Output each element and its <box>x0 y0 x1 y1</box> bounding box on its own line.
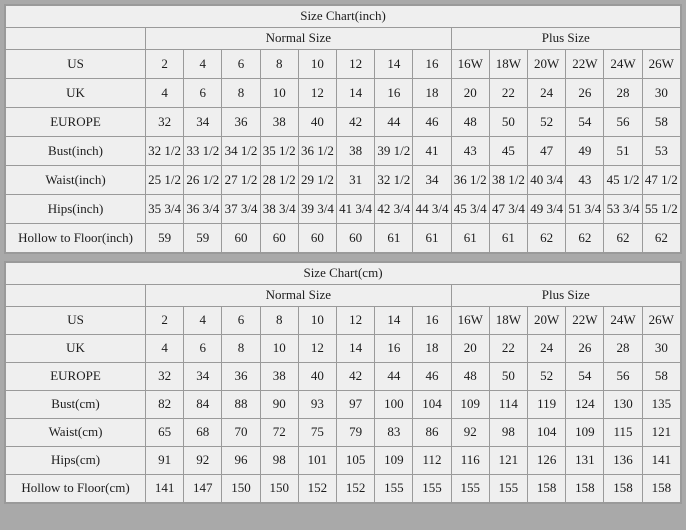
table-cell: 2 <box>146 50 184 79</box>
table-cell: 45 <box>489 137 527 166</box>
table-cell: 32 1/2 <box>146 137 184 166</box>
group-header-row <box>6 285 681 307</box>
size-chart-inch-table <box>5 5 681 253</box>
table-cell: 20 <box>451 335 489 363</box>
table-cell: 98 <box>489 419 527 447</box>
table-cell: 112 <box>413 447 451 475</box>
table-cell: 4 <box>146 335 184 363</box>
table-cell: 8 <box>222 335 260 363</box>
table-cell: 6 <box>222 50 260 79</box>
table-row <box>6 363 681 391</box>
table-cell: 53 3/4 <box>604 195 642 224</box>
table-cell: 91 <box>146 447 184 475</box>
table-cell: 152 <box>337 475 375 503</box>
table-cell: 27 1/2 <box>222 166 260 195</box>
table-cell: 155 <box>489 475 527 503</box>
table-cell: 136 <box>604 447 642 475</box>
table-cell: 60 <box>337 224 375 253</box>
table-cell: 49 <box>566 137 604 166</box>
row-label: EUROPE <box>6 108 146 137</box>
table-cell: 10 <box>298 50 336 79</box>
table-cell: 10 <box>260 335 298 363</box>
table-cell: 158 <box>528 475 566 503</box>
row-label: Hollow to Floor(inch) <box>6 224 146 253</box>
table-cell: 16 <box>413 307 451 335</box>
table-cell: 47 3/4 <box>489 195 527 224</box>
table-cell: 36 <box>222 363 260 391</box>
table-cell: 36 1/2 <box>451 166 489 195</box>
row-label: UK <box>6 335 146 363</box>
table-cell: 97 <box>337 391 375 419</box>
table-cell: 105 <box>337 447 375 475</box>
chart-title: Size Chart(inch) <box>6 6 681 28</box>
table-row <box>6 475 681 503</box>
table-cell: 42 3/4 <box>375 195 413 224</box>
table-cell: 98 <box>260 447 298 475</box>
table-cell: 12 <box>337 307 375 335</box>
table-row <box>6 137 681 166</box>
table-cell: 75 <box>298 419 336 447</box>
row-label: Hollow to Floor(cm) <box>6 475 146 503</box>
table-cell: 155 <box>375 475 413 503</box>
size-chart-cm-body <box>6 263 681 503</box>
table-cell: 150 <box>222 475 260 503</box>
table-cell: 79 <box>337 419 375 447</box>
table-cell: 35 1/2 <box>260 137 298 166</box>
row-label: UK <box>6 79 146 108</box>
table-cell: 36 <box>222 108 260 137</box>
table-corner-cell <box>6 285 146 307</box>
table-cell: 25 1/2 <box>146 166 184 195</box>
table-cell: 116 <box>451 447 489 475</box>
row-label: Bust(inch) <box>6 137 146 166</box>
table-cell: 61 <box>489 224 527 253</box>
table-cell: 121 <box>489 447 527 475</box>
table-cell: 104 <box>413 391 451 419</box>
table-cell: 24 <box>528 335 566 363</box>
table-cell: 32 <box>146 363 184 391</box>
table-cell: 61 <box>413 224 451 253</box>
table-cell: 96 <box>222 447 260 475</box>
table-cell: 43 <box>451 137 489 166</box>
table-cell: 48 <box>451 363 489 391</box>
table-row <box>6 419 681 447</box>
table-cell: 114 <box>489 391 527 419</box>
table-cell: 61 <box>451 224 489 253</box>
row-label: Waist(cm) <box>6 419 146 447</box>
table-cell: 26W <box>642 307 680 335</box>
table-cell: 104 <box>528 419 566 447</box>
table-cell: 44 <box>375 108 413 137</box>
table-cell: 41 3/4 <box>337 195 375 224</box>
table-row <box>6 447 681 475</box>
table-cell: 4 <box>184 307 222 335</box>
table-cell: 135 <box>642 391 680 419</box>
table-cell: 92 <box>184 447 222 475</box>
table-cell: 30 <box>642 335 680 363</box>
table-cell: 40 <box>298 363 336 391</box>
table-cell: 83 <box>375 419 413 447</box>
table-cell: 101 <box>298 447 336 475</box>
table-cell: 100 <box>375 391 413 419</box>
group-header-row <box>6 28 681 50</box>
table-cell: 60 <box>222 224 260 253</box>
table-cell: 54 <box>566 108 604 137</box>
table-cell: 86 <box>413 419 451 447</box>
table-cell: 126 <box>528 447 566 475</box>
table-cell: 8 <box>222 79 260 108</box>
table-cell: 34 1/2 <box>222 137 260 166</box>
table-cell: 33 1/2 <box>184 137 222 166</box>
table-cell: 8 <box>260 50 298 79</box>
row-label: US <box>6 50 146 79</box>
table-row <box>6 108 681 137</box>
table-cell: 45 3/4 <box>451 195 489 224</box>
table-cell: 10 <box>260 79 298 108</box>
row-label: Bust(cm) <box>6 391 146 419</box>
table-cell: 30 <box>642 79 680 108</box>
table-row <box>6 307 681 335</box>
table-cell: 41 <box>413 137 451 166</box>
table-cell: 90 <box>260 391 298 419</box>
table-cell: 42 <box>337 108 375 137</box>
table-cell: 14 <box>375 307 413 335</box>
table-cell: 62 <box>642 224 680 253</box>
group-header: Plus Size <box>451 28 680 50</box>
table-cell: 43 <box>566 166 604 195</box>
table-cell: 34 <box>413 166 451 195</box>
table-cell: 109 <box>375 447 413 475</box>
table-cell: 46 <box>413 363 451 391</box>
table-cell: 158 <box>642 475 680 503</box>
table-cell: 18W <box>489 307 527 335</box>
table-cell: 59 <box>146 224 184 253</box>
table-cell: 36 1/2 <box>298 137 336 166</box>
table-cell: 55 1/2 <box>642 195 680 224</box>
table-cell: 24W <box>604 50 642 79</box>
table-cell: 109 <box>566 419 604 447</box>
table-cell: 141 <box>642 447 680 475</box>
table-cell: 158 <box>604 475 642 503</box>
table-cell: 35 3/4 <box>146 195 184 224</box>
table-cell: 68 <box>184 419 222 447</box>
table-cell: 38 <box>260 108 298 137</box>
table-cell: 155 <box>413 475 451 503</box>
table-row <box>6 166 681 195</box>
table-cell: 44 <box>375 363 413 391</box>
table-cell: 59 <box>184 224 222 253</box>
table-cell: 18 <box>413 79 451 108</box>
table-cell: 22 <box>489 335 527 363</box>
table-cell: 12 <box>337 50 375 79</box>
table-cell: 4 <box>146 79 184 108</box>
table-cell: 39 1/2 <box>375 137 413 166</box>
chart-title: Size Chart(cm) <box>6 263 681 285</box>
table-cell: 28 <box>604 79 642 108</box>
table-cell: 6 <box>222 307 260 335</box>
table-cell: 72 <box>260 419 298 447</box>
table-cell: 18W <box>489 50 527 79</box>
table-cell: 70 <box>222 419 260 447</box>
table-cell: 40 3/4 <box>528 166 566 195</box>
table-cell: 62 <box>566 224 604 253</box>
table-cell: 24W <box>604 307 642 335</box>
table-cell: 38 <box>337 137 375 166</box>
table-cell: 4 <box>184 50 222 79</box>
size-chart-inch-block <box>4 4 682 254</box>
table-cell: 24 <box>528 79 566 108</box>
table-cell: 155 <box>451 475 489 503</box>
table-cell: 46 <box>413 108 451 137</box>
table-cell: 44 3/4 <box>413 195 451 224</box>
table-cell: 40 <box>298 108 336 137</box>
row-label: Waist(inch) <box>6 166 146 195</box>
table-cell: 22 <box>489 79 527 108</box>
table-cell: 20W <box>528 307 566 335</box>
table-cell: 56 <box>604 363 642 391</box>
table-cell: 29 1/2 <box>298 166 336 195</box>
table-cell: 26W <box>642 50 680 79</box>
table-cell: 49 3/4 <box>528 195 566 224</box>
table-cell: 52 <box>528 108 566 137</box>
table-cell: 50 <box>489 363 527 391</box>
table-cell: 124 <box>566 391 604 419</box>
table-cell: 18 <box>413 335 451 363</box>
table-cell: 152 <box>298 475 336 503</box>
table-cell: 38 3/4 <box>260 195 298 224</box>
table-cell: 60 <box>260 224 298 253</box>
table-cell: 22W <box>566 50 604 79</box>
table-cell: 84 <box>184 391 222 419</box>
table-cell: 119 <box>528 391 566 419</box>
table-cell: 141 <box>146 475 184 503</box>
table-cell: 54 <box>566 363 604 391</box>
table-corner-cell <box>6 28 146 50</box>
table-cell: 14 <box>375 50 413 79</box>
table-cell: 47 <box>528 137 566 166</box>
table-cell: 62 <box>604 224 642 253</box>
group-header: Normal Size <box>146 285 452 307</box>
table-row <box>6 79 681 108</box>
table-cell: 6 <box>184 335 222 363</box>
table-cell: 16 <box>413 50 451 79</box>
table-cell: 52 <box>528 363 566 391</box>
table-cell: 26 1/2 <box>184 166 222 195</box>
table-cell: 65 <box>146 419 184 447</box>
table-cell: 16W <box>451 50 489 79</box>
table-cell: 32 <box>146 108 184 137</box>
table-cell: 37 3/4 <box>222 195 260 224</box>
table-cell: 20W <box>528 50 566 79</box>
table-cell: 12 <box>298 335 336 363</box>
table-cell: 121 <box>642 419 680 447</box>
table-cell: 8 <box>260 307 298 335</box>
table-cell: 34 <box>184 108 222 137</box>
table-cell: 48 <box>451 108 489 137</box>
table-cell: 14 <box>337 335 375 363</box>
chart-title-row <box>6 6 681 28</box>
table-cell: 16 <box>375 335 413 363</box>
table-cell: 147 <box>184 475 222 503</box>
table-cell: 16W <box>451 307 489 335</box>
table-cell: 115 <box>604 419 642 447</box>
size-chart-cm-table <box>5 262 681 503</box>
table-cell: 131 <box>566 447 604 475</box>
table-cell: 50 <box>489 108 527 137</box>
table-row <box>6 391 681 419</box>
table-cell: 2 <box>146 307 184 335</box>
table-cell: 51 3/4 <box>566 195 604 224</box>
group-header: Plus Size <box>451 285 680 307</box>
table-row <box>6 335 681 363</box>
size-chart-cm-block <box>4 261 682 504</box>
row-label: EUROPE <box>6 363 146 391</box>
table-cell: 150 <box>260 475 298 503</box>
table-cell: 53 <box>642 137 680 166</box>
table-cell: 14 <box>337 79 375 108</box>
table-cell: 60 <box>298 224 336 253</box>
table-cell: 45 1/2 <box>604 166 642 195</box>
table-cell: 92 <box>451 419 489 447</box>
table-cell: 31 <box>337 166 375 195</box>
table-cell: 12 <box>298 79 336 108</box>
group-header: Normal Size <box>146 28 452 50</box>
row-label: Hips(inch) <box>6 195 146 224</box>
table-cell: 28 <box>604 335 642 363</box>
table-cell: 42 <box>337 363 375 391</box>
table-cell: 10 <box>298 307 336 335</box>
table-cell: 88 <box>222 391 260 419</box>
table-cell: 93 <box>298 391 336 419</box>
row-label: US <box>6 307 146 335</box>
table-cell: 36 3/4 <box>184 195 222 224</box>
table-cell: 6 <box>184 79 222 108</box>
table-cell: 38 1/2 <box>489 166 527 195</box>
table-cell: 56 <box>604 108 642 137</box>
table-row <box>6 224 681 253</box>
table-cell: 62 <box>528 224 566 253</box>
table-cell: 47 1/2 <box>642 166 680 195</box>
table-cell: 28 1/2 <box>260 166 298 195</box>
table-row <box>6 50 681 79</box>
table-cell: 39 3/4 <box>298 195 336 224</box>
table-cell: 34 <box>184 363 222 391</box>
table-cell: 58 <box>642 363 680 391</box>
table-cell: 82 <box>146 391 184 419</box>
table-cell: 38 <box>260 363 298 391</box>
table-cell: 22W <box>566 307 604 335</box>
table-cell: 20 <box>451 79 489 108</box>
table-cell: 26 <box>566 79 604 108</box>
table-cell: 16 <box>375 79 413 108</box>
table-cell: 58 <box>642 108 680 137</box>
size-chart-inch-body <box>6 6 681 253</box>
table-cell: 61 <box>375 224 413 253</box>
table-cell: 51 <box>604 137 642 166</box>
chart-title-row <box>6 263 681 285</box>
table-cell: 158 <box>566 475 604 503</box>
row-label: Hips(cm) <box>6 447 146 475</box>
table-row <box>6 195 681 224</box>
table-cell: 109 <box>451 391 489 419</box>
table-cell: 32 1/2 <box>375 166 413 195</box>
table-cell: 130 <box>604 391 642 419</box>
table-cell: 26 <box>566 335 604 363</box>
